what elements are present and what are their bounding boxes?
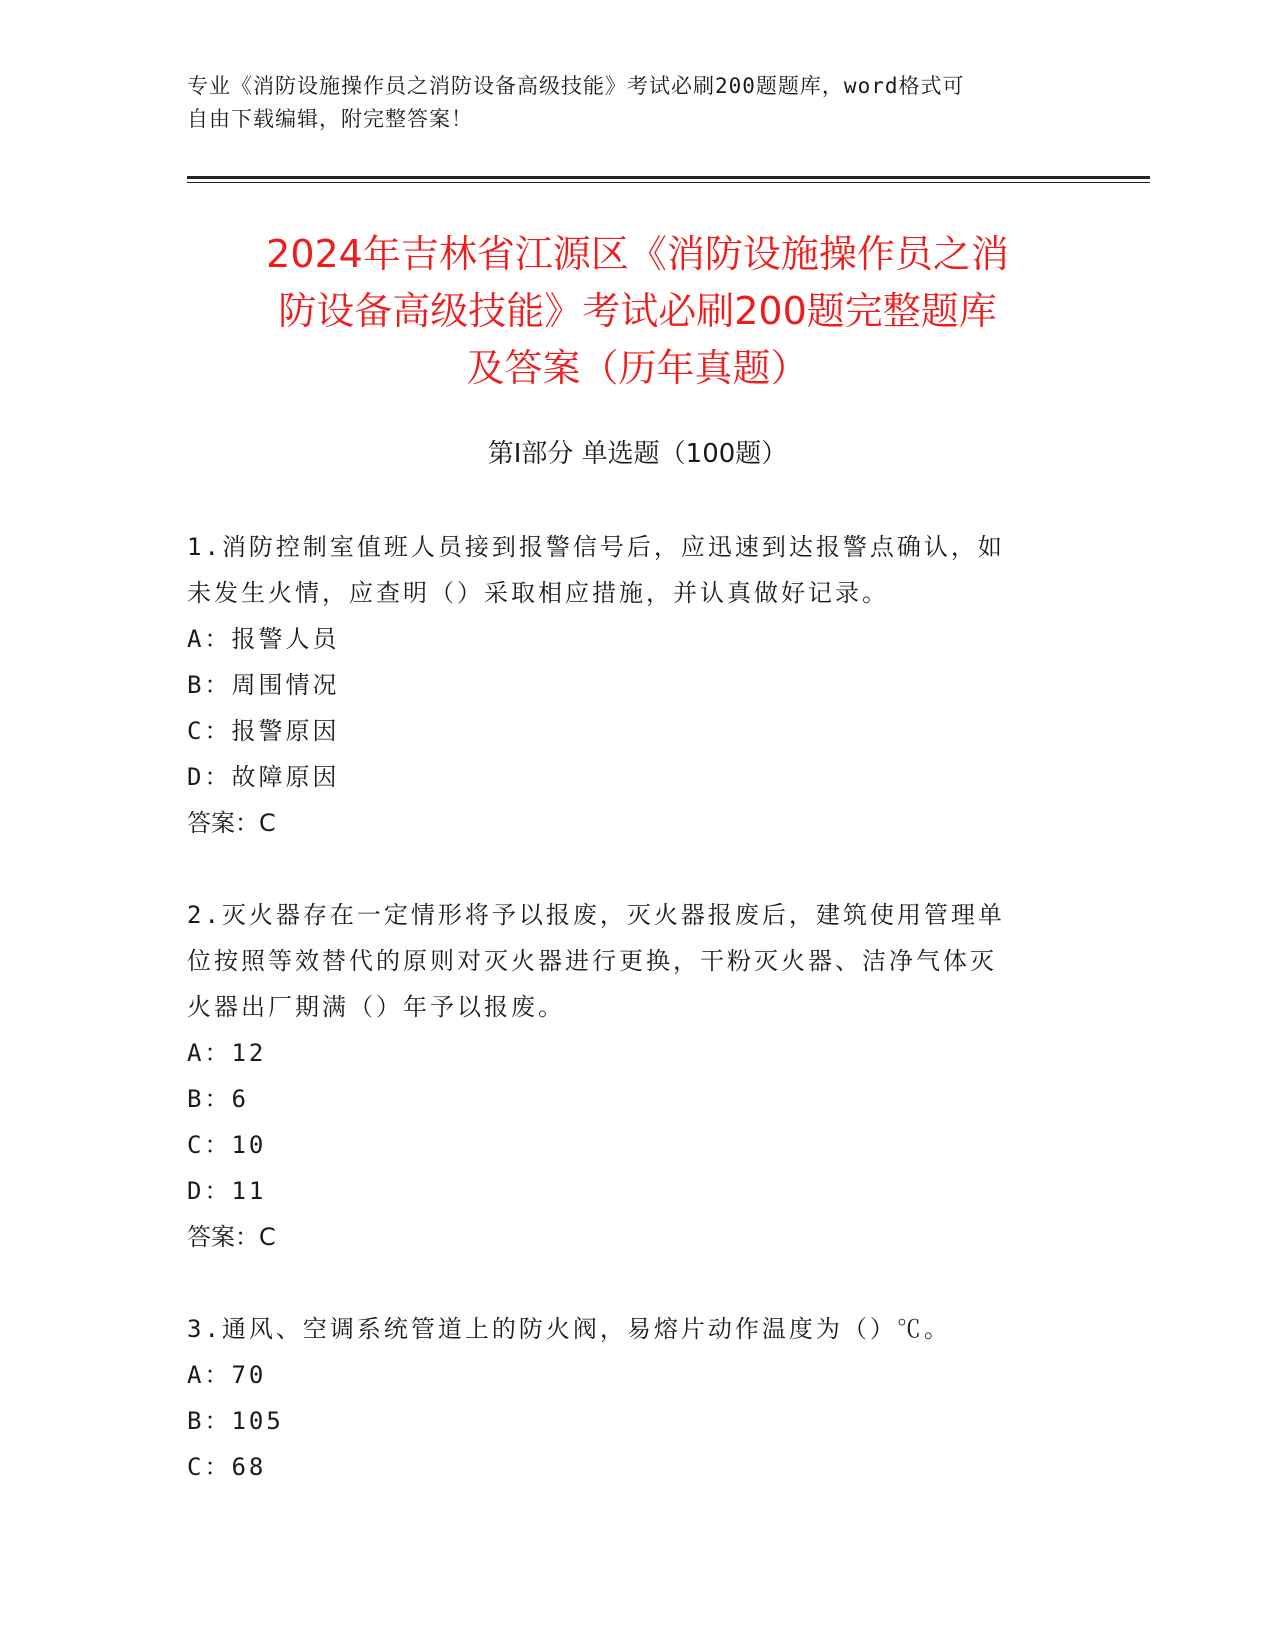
question-spacer: [187, 1260, 1067, 1306]
document-title-line-1: 2024年吉林省江源区《消防设施操作员之消: [266, 232, 1009, 276]
question-stem-line: 2.灭火器存在一定情形将予以报废，灭火器报废后，建筑使用管理单: [187, 901, 1005, 929]
header-divider-thick: [187, 176, 1150, 179]
answer: 答案：C: [187, 1223, 276, 1251]
option-a: A：报警人员: [187, 625, 340, 653]
option-b: B：6: [187, 1085, 249, 1113]
question-1: [187, 524, 1067, 846]
document-title-line-2: 防设备高级技能》考试必刷200题完整题库: [278, 289, 997, 333]
section-title: 第Ⅰ部分 单选题（100题）: [487, 439, 788, 469]
question-spacer: [187, 846, 1067, 892]
document-title: [150, 226, 1125, 397]
document-title-line-3: 及答案（历年真题）: [466, 346, 809, 390]
option-b: B：周围情况: [187, 671, 340, 699]
option-d: D：故障原因: [187, 763, 340, 791]
option-c: C：10: [187, 1131, 267, 1159]
question-stem-line: 位按照等效替代的原则对灭火器进行更换，干粉灭火器、洁净气体灭: [187, 947, 997, 975]
option-a: A：70: [187, 1361, 267, 1389]
question-stem-line: 3.通风、空调系统管道上的防火阀，易熔片动作温度为（）℃。: [187, 1315, 951, 1343]
question-stem-line: 1.消防控制室值班人员接到报警信号后，应迅速到达报警点确认，如: [187, 533, 1005, 561]
option-d: D：11: [187, 1177, 267, 1205]
option-b: B：105: [187, 1407, 284, 1435]
question-list: [187, 524, 1067, 1490]
header-divider-thin: [187, 182, 1150, 183]
header-note: [187, 70, 1067, 136]
option-c: C：68: [187, 1453, 267, 1481]
question-3: [187, 1306, 1067, 1490]
answer: 答案：C: [187, 809, 276, 837]
header-note-line-2: 自由下载编辑，附完整答案！: [187, 107, 473, 131]
option-c: C：报警原因: [187, 717, 340, 745]
question-stem-line: 火器出厂期满（）年予以报废。: [187, 993, 565, 1021]
header-note-line-1: 专业《消防设施操作员之消防设备高级技能》考试必刷200题题库，word格式可: [187, 74, 965, 98]
question-stem-line: 未发生火情，应查明（）采取相应措施，并认真做好记录。: [187, 579, 889, 607]
question-2: [187, 892, 1067, 1260]
option-a: A：12: [187, 1039, 267, 1067]
